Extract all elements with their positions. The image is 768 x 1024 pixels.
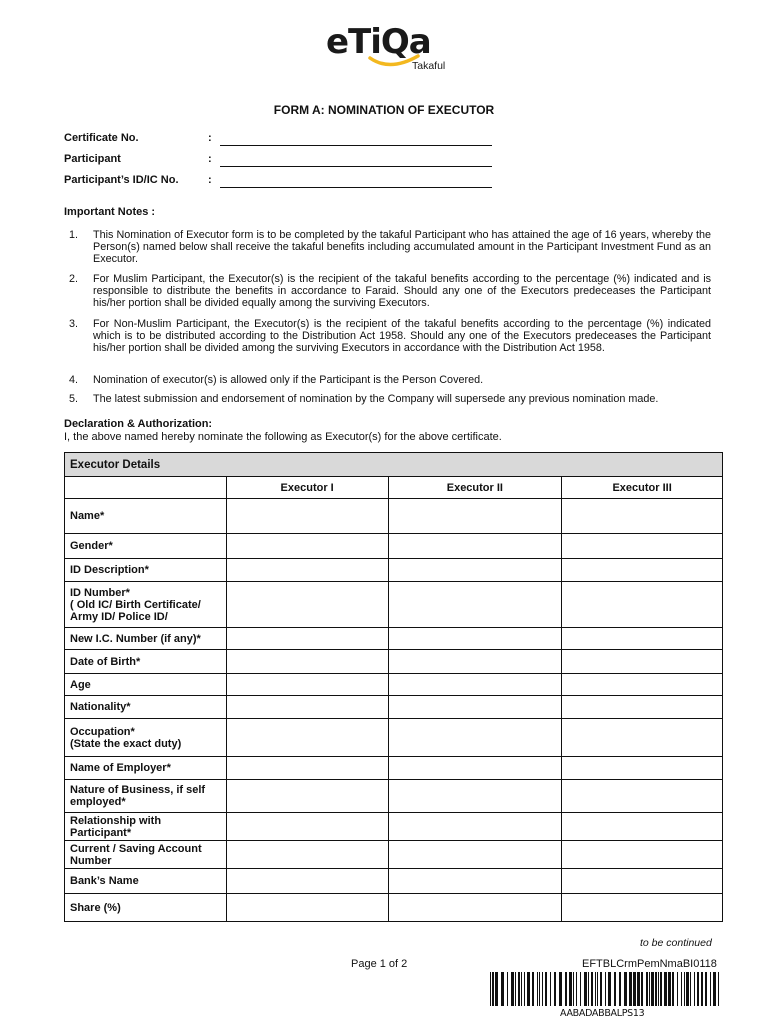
logo-swoosh-icon <box>322 52 422 72</box>
barcode-bar <box>681 972 682 1006</box>
note-text: Nomination of executor(s) is allowed only if the Participant is the Person Covered. <box>93 374 484 386</box>
barcode-bar <box>580 972 581 1006</box>
row-label-text: Gender* <box>70 540 113 552</box>
row-label <box>65 499 227 534</box>
barcode-bar <box>518 972 520 1006</box>
executor-3-input-cell[interactable] <box>562 559 723 582</box>
to-be-continued-note: to be continued <box>640 937 712 949</box>
barcode-bar <box>524 972 525 1006</box>
table-row <box>65 813 723 841</box>
note-number: 4. <box>69 374 79 386</box>
executor-2-input-cell[interactable] <box>388 628 562 650</box>
table-row <box>65 719 723 757</box>
table-row <box>65 628 723 650</box>
executor-2-input-cell[interactable] <box>388 841 562 869</box>
page-number: Page 1 of 2 <box>351 958 408 970</box>
row-label <box>65 841 227 869</box>
participant-label: Participant <box>64 153 121 165</box>
row-label-text: Nature of Business, if self employed* <box>70 784 206 808</box>
barcode-bar <box>668 972 671 1006</box>
barcode-bar <box>697 972 699 1006</box>
barcode-bar <box>600 972 602 1006</box>
row-label <box>65 869 227 894</box>
barcode-bar <box>521 972 522 1006</box>
note-item <box>64 393 711 405</box>
executor-3-input-cell[interactable] <box>562 499 723 534</box>
row-label <box>65 894 227 922</box>
declaration-text: I, the above named hereby nominate the following as Executor(s) for the above certificate. <box>64 431 502 443</box>
form-code: EFTBLCrmPemNmaBI0118 <box>582 958 717 970</box>
executor-1-input-cell[interactable] <box>226 499 388 534</box>
etiqa-logo <box>322 22 452 78</box>
field-colon: : <box>208 174 212 186</box>
barcode-bar <box>633 972 636 1006</box>
barcode-bar <box>713 972 716 1006</box>
executor-2-input-cell[interactable] <box>388 757 562 780</box>
executor-2-input-cell[interactable] <box>388 582 562 628</box>
table-row <box>65 869 723 894</box>
barcode-bar <box>591 972 593 1006</box>
executor-1-input-cell[interactable] <box>226 894 388 922</box>
row-label-text: Current / Saving Account Number <box>70 842 202 867</box>
executor-3-input-cell[interactable] <box>562 757 723 780</box>
table-row <box>65 757 723 780</box>
barcode-bar <box>527 972 530 1006</box>
executor-3-input-cell[interactable] <box>562 894 723 922</box>
row-label-text: Date of Birth* <box>70 655 141 668</box>
barcode-bar <box>569 972 572 1006</box>
executor-3-input-cell[interactable] <box>562 696 723 719</box>
row-label-text: Name* <box>70 510 105 522</box>
barcode-bar <box>686 972 689 1006</box>
table-row <box>65 534 723 559</box>
form-title: FORM A: NOMINATION OF EXECUTOR <box>273 103 495 117</box>
barcode-bar <box>597 972 598 1006</box>
column-header-executor-1: Executor I <box>226 477 388 499</box>
field-colon: : <box>208 132 212 144</box>
row-label-text: Name of Employer* <box>70 762 171 774</box>
row-label <box>65 780 227 813</box>
row-label-text: New I.C. Number (if any)* <box>70 632 201 645</box>
column-header-executor-2: Executor II <box>388 477 562 499</box>
table-row <box>65 780 723 813</box>
executor-2-input-cell[interactable] <box>388 813 562 841</box>
row-label <box>65 696 227 719</box>
barcode-bar <box>672 972 674 1006</box>
notes-title: Important Notes : <box>64 206 156 218</box>
barcode-bar <box>664 972 667 1006</box>
certificate-no-field[interactable] <box>220 145 492 146</box>
executor-2-input-cell[interactable] <box>388 499 562 534</box>
executor-2-input-cell[interactable] <box>388 534 562 559</box>
executor-3-input-cell[interactable] <box>562 869 723 894</box>
column-header-executor-3: Executor III <box>562 477 723 499</box>
barcode-bar <box>515 972 516 1006</box>
executor-1-input-cell[interactable] <box>226 559 388 582</box>
note-text: For Muslim Participant, the Executor(s) is the recipient of the takaful benefits according to the percentage (%) indicated and is responsible to distribute the benefits in accordance to Faraid. Should any one of the Executors predeceases the Participant his/her portion shall be divided equally among the surviving Executors. <box>93 273 711 310</box>
executor-3-input-cell[interactable] <box>562 780 723 813</box>
row-label <box>65 813 227 841</box>
note-text: For Non-Muslim Participant, the Executor(s) is the recipient of the takaful benefits according to the percentage (%) indicated which is to be distributed according to the Distribution Act 1958. Should any one of the Executors predeceases the Participant his/her portion shall be divided among the surviving Executors in accordance with the Distribution Act 1958. <box>93 318 711 355</box>
barcode-bar <box>584 972 587 1006</box>
note-text: This Nomination of Executor form is to be completed by the takaful Participant who has attained the age of 16 years, whereby the Person(s) named below shall receive the takaful benefits including accumulated amount in the Participant Investment Fund as an Executor. <box>93 229 711 266</box>
row-label <box>65 719 227 757</box>
barcode-bar <box>646 972 648 1006</box>
executor-3-input-cell[interactable] <box>562 813 723 841</box>
row-label <box>65 674 227 696</box>
barcode-bar <box>492 972 494 1006</box>
executor-3-input-cell[interactable] <box>562 719 723 757</box>
barcode-bar <box>705 972 707 1006</box>
barcode-bar <box>511 972 514 1006</box>
barcode-bar <box>651 972 654 1006</box>
field-colon: : <box>208 153 212 165</box>
executor-3-input-cell[interactable] <box>562 534 723 559</box>
executor-3-input-cell[interactable] <box>562 628 723 650</box>
table-row <box>65 559 723 582</box>
note-number: 1. <box>69 229 79 241</box>
row-label <box>65 534 227 559</box>
row-label-text: ID Number* ( Old IC/ Birth Certificate/ Army ID/ Police ID/ <box>70 586 201 623</box>
barcode-bar <box>649 972 650 1006</box>
executor-1-input-cell[interactable] <box>226 650 388 674</box>
barcode-bar <box>658 972 659 1006</box>
executor-3-input-cell[interactable] <box>562 841 723 869</box>
barcode-bar <box>588 972 589 1006</box>
executor-3-input-cell[interactable] <box>562 582 723 628</box>
executor-1-input-cell[interactable] <box>226 869 388 894</box>
row-label <box>65 628 227 650</box>
barcode-bar <box>495 972 498 1006</box>
participant-id-field[interactable] <box>220 187 492 188</box>
barcode-bar <box>532 972 534 1006</box>
barcode-bar <box>550 972 551 1006</box>
executor-1-input-cell[interactable] <box>226 628 388 650</box>
barcode-bar <box>537 972 538 1006</box>
row-label-text: Share (%) <box>70 901 121 914</box>
note-item <box>64 318 711 355</box>
participant-field[interactable] <box>220 166 492 167</box>
executor-2-input-cell[interactable] <box>388 894 562 922</box>
table-row <box>65 894 723 922</box>
row-label-text: Occupation* (State the exact duty) <box>70 725 182 750</box>
barcode-bar <box>690 972 691 1006</box>
executor-2-input-cell[interactable] <box>388 696 562 719</box>
executor-2-input-cell[interactable] <box>388 780 562 813</box>
barcode-text: AABADABBALPS13 <box>560 1008 645 1019</box>
note-text: The latest submission and endorsement of nomination by the Company will supersede any previous nomination made. <box>93 393 659 405</box>
barcode-bar <box>660 972 662 1006</box>
executor-2-input-cell[interactable] <box>388 869 562 894</box>
row-label-text: Age <box>70 678 91 691</box>
participant-id-label: Participant’s ID/IC No. <box>64 174 179 186</box>
note-item <box>64 374 711 386</box>
table-header: Executor Details <box>65 453 723 477</box>
note-number: 5. <box>69 393 79 405</box>
table-row <box>65 841 723 869</box>
executor-2-input-cell[interactable] <box>388 719 562 757</box>
executor-1-input-cell[interactable] <box>226 841 388 869</box>
barcode-bar <box>684 972 685 1006</box>
note-number: 3. <box>69 318 79 330</box>
note-item <box>64 273 711 310</box>
barcode-bar <box>605 972 606 1006</box>
row-label-text: Relationship with Participant* <box>70 814 162 839</box>
certificate-no-label: Certificate No. <box>64 132 139 144</box>
barcode-bar <box>595 972 596 1006</box>
barcode-bar <box>576 972 577 1006</box>
row-label <box>65 757 227 780</box>
barcode-bar <box>694 972 695 1006</box>
barcode-bar <box>573 972 574 1006</box>
barcode-bar <box>545 972 547 1006</box>
executor-2-input-cell[interactable] <box>388 559 562 582</box>
executor-2-input-cell[interactable] <box>388 674 562 696</box>
executor-1-input-cell[interactable] <box>226 780 388 813</box>
table-row <box>65 499 723 534</box>
note-item <box>64 229 711 266</box>
barcode-bar <box>641 972 643 1006</box>
barcode-bar <box>677 972 678 1006</box>
row-label <box>65 559 227 582</box>
barcode-bar <box>554 972 556 1006</box>
barcode-bar <box>710 972 711 1006</box>
executor-1-input-cell[interactable] <box>226 757 388 780</box>
row-label <box>65 650 227 674</box>
executor-1-input-cell[interactable] <box>226 696 388 719</box>
barcode-bar <box>655 972 657 1006</box>
barcode-bar <box>629 972 632 1006</box>
row-label <box>65 582 227 628</box>
barcode-bar <box>608 972 611 1006</box>
logo-subtitle: Takaful <box>412 60 446 72</box>
executor-1-input-cell[interactable] <box>226 534 388 559</box>
executor-1-input-cell[interactable] <box>226 582 388 628</box>
executor-1-input-cell[interactable] <box>226 719 388 757</box>
barcode-bar <box>619 972 621 1006</box>
table-row <box>65 674 723 696</box>
logo-wordmark: eTiQa <box>326 22 431 62</box>
row-label-text: Bank’s Name <box>70 875 139 887</box>
barcode-bar <box>637 972 640 1006</box>
executor-3-input-cell[interactable] <box>562 674 723 696</box>
barcode <box>489 972 723 1008</box>
barcode-bar <box>490 972 491 1006</box>
barcode-bar <box>614 972 616 1006</box>
blank-header-cell <box>65 477 227 499</box>
barcode-bar <box>542 972 543 1006</box>
barcode-bar <box>559 972 562 1006</box>
table-row <box>65 696 723 719</box>
table-row <box>65 650 723 674</box>
table-row <box>65 582 723 628</box>
declaration-title: Declaration & Authorization: <box>64 418 213 430</box>
barcode-bar <box>501 972 504 1006</box>
barcode-bar <box>507 972 508 1006</box>
barcode-bar <box>624 972 627 1006</box>
note-number: 2. <box>69 273 79 285</box>
row-label-text: ID Description* <box>70 564 149 576</box>
row-label-text: Nationality* <box>70 701 131 713</box>
barcode-bar <box>701 972 703 1006</box>
executor-details-table <box>64 452 723 922</box>
executor-1-input-cell[interactable] <box>226 674 388 696</box>
executor-2-input-cell[interactable] <box>388 650 562 674</box>
barcode-bar <box>539 972 540 1006</box>
executor-1-input-cell[interactable] <box>226 813 388 841</box>
barcode-bar <box>718 972 719 1006</box>
executor-3-input-cell[interactable] <box>562 650 723 674</box>
barcode-bar <box>565 972 567 1006</box>
